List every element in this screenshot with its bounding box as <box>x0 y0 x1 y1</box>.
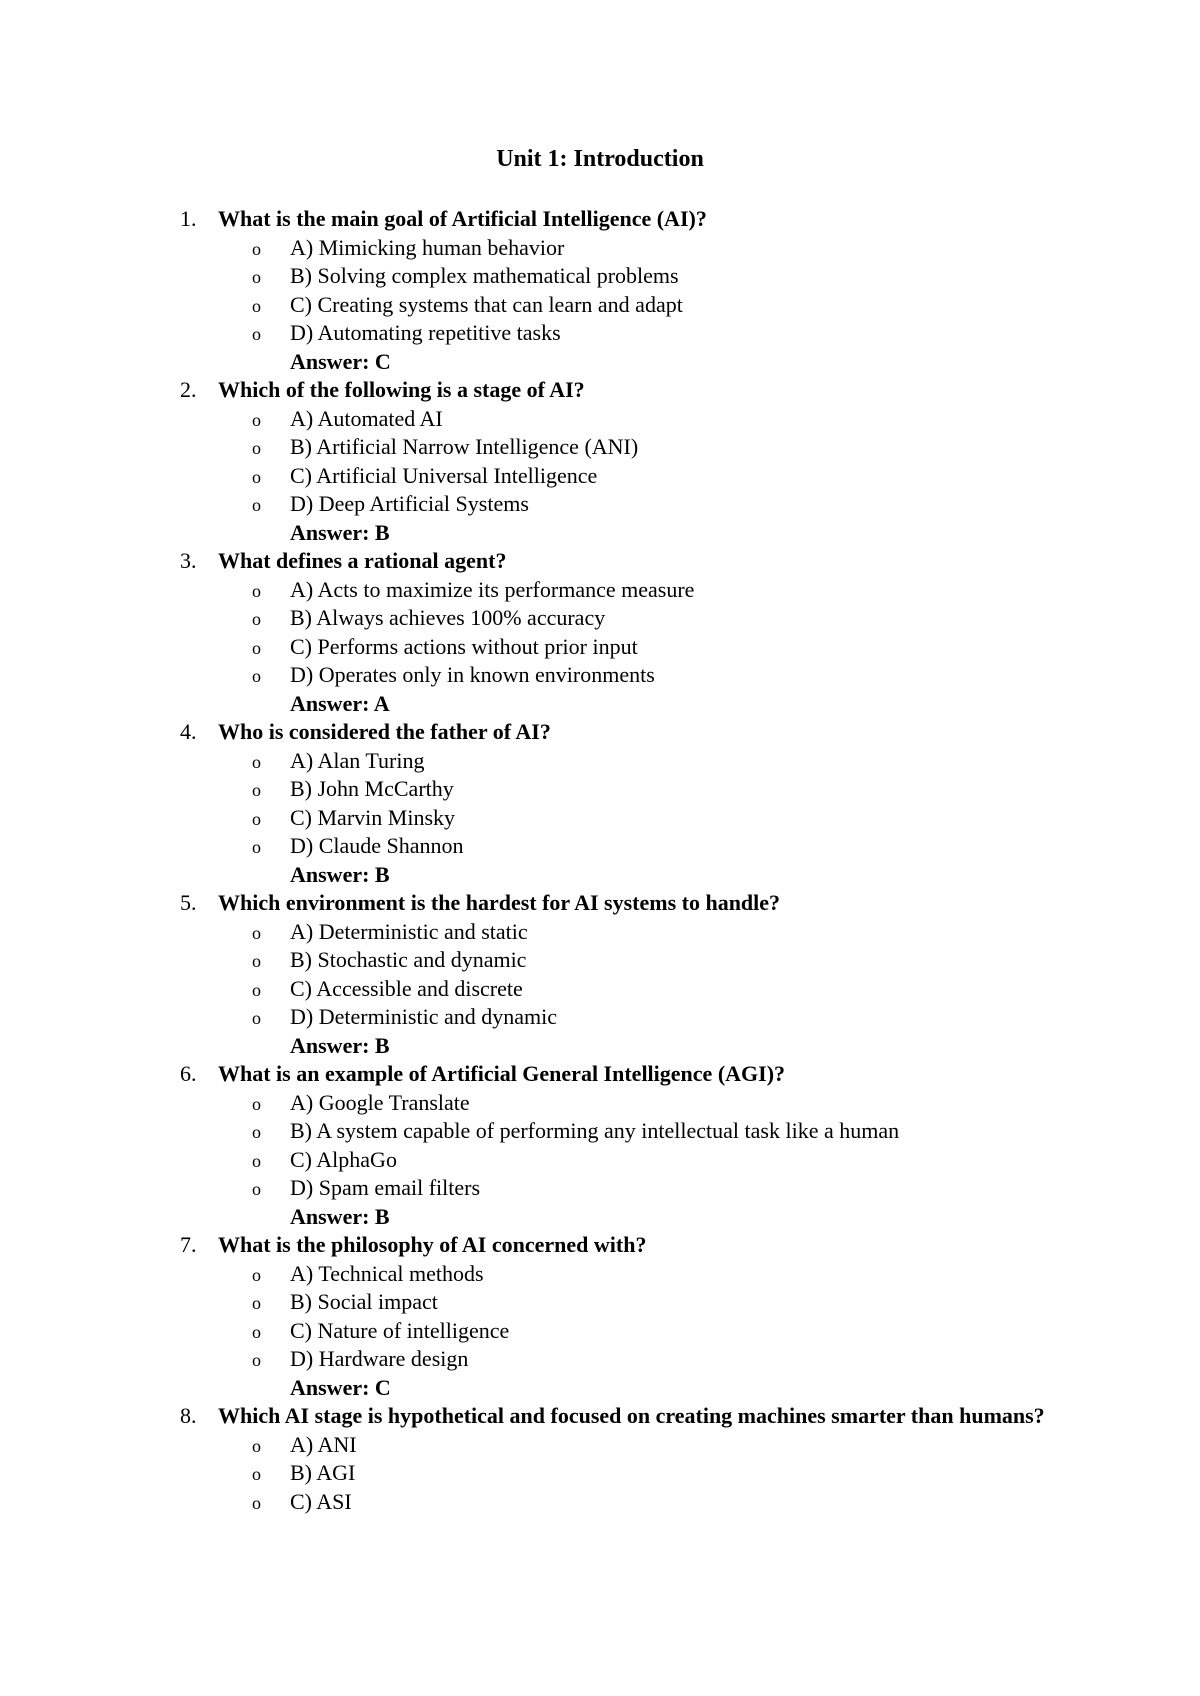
option-text: C) Accessible and discrete <box>290 975 523 1001</box>
hollow-bullet-icon: o <box>252 751 261 772</box>
question-number: 3. <box>180 548 197 573</box>
question-item <box>180 1231 1060 1402</box>
hollow-bullet-icon: o <box>252 1179 261 1199</box>
question-number: 5. <box>180 890 197 915</box>
hollow-bullet-icon: o <box>252 666 261 686</box>
option-list <box>218 576 1060 690</box>
hollow-bullet-icon: o <box>252 1008 261 1028</box>
option-text: B) Always achieves 100% accuracy <box>290 605 606 630</box>
question-text: Which environment is the hardest for AI systems to handle? <box>218 890 781 915</box>
option-text: B) Artificial Narrow Intelligence (ANI) <box>290 434 639 459</box>
option-item <box>218 1117 1060 1146</box>
option-item <box>218 633 1060 662</box>
hollow-bullet-icon: o <box>252 1350 261 1370</box>
option-text: C) AlphaGo <box>290 1146 397 1172</box>
option-text: D) Spam email filters <box>290 1175 481 1200</box>
option-item <box>218 1260 1060 1289</box>
page-title: Unit 1: Introduction <box>496 146 704 172</box>
hollow-bullet-icon: o <box>252 780 261 800</box>
option-text: B) Social impact <box>290 1289 438 1314</box>
hollow-bullet-icon: o <box>252 409 261 430</box>
option-text: D) Deterministic and dynamic <box>290 1004 557 1029</box>
option-item <box>218 576 1060 605</box>
option-text: B) Solving complex mathematical problems <box>290 263 679 288</box>
option-item <box>218 918 1060 947</box>
option-list <box>218 1089 1060 1203</box>
option-text: A) Deterministic and static <box>290 918 528 944</box>
option-item <box>218 1431 1060 1460</box>
hollow-bullet-icon: o <box>252 1293 261 1313</box>
hollow-bullet-icon: o <box>252 1150 261 1171</box>
hollow-bullet-icon: o <box>252 922 261 943</box>
option-item <box>218 661 1060 690</box>
question-item <box>180 376 1060 547</box>
option-item <box>218 490 1060 519</box>
option-text: B) A system capable of performing any intellectual task like a human <box>290 1118 900 1143</box>
option-text: C) Marvin Minsky <box>290 804 455 830</box>
option-item <box>218 804 1060 833</box>
answer-key: Answer: B <box>290 1032 390 1058</box>
option-text: A) Acts to maximize its performance measure <box>290 576 695 602</box>
question-number: 4. <box>180 719 197 744</box>
option-text: D) Deep Artificial Systems <box>290 491 529 516</box>
question-number: 2. <box>180 377 197 402</box>
question-text: Who is considered the father of AI? <box>218 719 551 744</box>
question-text: Which of the following is a stage of AI? <box>218 377 585 402</box>
answer-key: Answer: C <box>290 348 391 374</box>
option-item <box>218 1288 1060 1317</box>
hollow-bullet-icon: o <box>252 495 261 515</box>
hollow-bullet-icon: o <box>252 609 261 629</box>
option-item <box>218 1345 1060 1374</box>
option-item <box>218 1003 1060 1032</box>
option-text: D) Automating repetitive tasks <box>290 320 561 345</box>
answer-key: Answer: B <box>290 861 390 887</box>
hollow-bullet-icon: o <box>252 1093 261 1114</box>
hollow-bullet-icon: o <box>252 580 261 601</box>
option-item <box>218 747 1060 776</box>
option-text: D) Hardware design <box>290 1346 469 1371</box>
option-text: A) Technical methods <box>290 1260 484 1286</box>
option-item <box>218 1459 1060 1488</box>
option-text: A) Mimicking human behavior <box>290 234 565 260</box>
option-text: B) Stochastic and dynamic <box>290 947 527 972</box>
question-text: What is the main goal of Artificial Intelligence (AI)? <box>218 206 707 231</box>
option-text: C) Artificial Universal Intelligence <box>290 462 598 488</box>
hollow-bullet-icon: o <box>252 1464 261 1484</box>
option-text: B) AGI <box>290 1460 356 1485</box>
hollow-bullet-icon: o <box>252 1264 261 1285</box>
option-item <box>218 1146 1060 1175</box>
option-text: A) Automated AI <box>290 405 443 431</box>
option-text: C) ASI <box>290 1488 352 1514</box>
option-item <box>218 433 1060 462</box>
question-list <box>180 205 1060 1516</box>
option-text: C) Creating systems that can learn and adapt <box>290 291 683 317</box>
answer-key: Answer: C <box>290 1374 391 1400</box>
question-text: What is an example of Artificial General Intelligence (AGI)? <box>218 1061 786 1086</box>
hollow-bullet-icon: o <box>252 238 261 259</box>
option-item <box>218 1089 1060 1118</box>
option-text: B) John McCarthy <box>290 776 454 801</box>
option-list <box>218 747 1060 861</box>
question-text: What defines a rational agent? <box>218 548 507 573</box>
question-number: 7. <box>180 1232 197 1257</box>
question-item <box>180 1060 1060 1231</box>
hollow-bullet-icon: o <box>252 1492 261 1513</box>
option-item <box>218 319 1060 348</box>
option-item <box>218 604 1060 633</box>
hollow-bullet-icon: o <box>252 1435 261 1456</box>
hollow-bullet-icon: o <box>252 267 261 287</box>
option-list <box>218 1431 1060 1517</box>
question-number: 6. <box>180 1061 197 1086</box>
question-text: Which AI stage is hypothetical and focused on creating machines smarter than humans? <box>218 1403 1045 1428</box>
hollow-bullet-icon: o <box>252 808 261 829</box>
option-item <box>218 1488 1060 1517</box>
hollow-bullet-icon: o <box>252 466 261 487</box>
option-list <box>218 234 1060 348</box>
option-text: C) Nature of intelligence <box>290 1317 510 1343</box>
option-item <box>218 462 1060 491</box>
question-item <box>180 205 1060 376</box>
option-text: D) Operates only in known environments <box>290 662 655 687</box>
question-item <box>180 547 1060 718</box>
option-text: C) Performs actions without prior input <box>290 633 638 659</box>
hollow-bullet-icon: o <box>252 295 261 316</box>
option-item <box>218 946 1060 975</box>
option-item <box>218 832 1060 861</box>
question-text: What is the philosophy of AI concerned with? <box>218 1232 647 1257</box>
option-text: A) Google Translate <box>290 1089 470 1115</box>
hollow-bullet-icon: o <box>252 324 261 344</box>
hollow-bullet-icon: o <box>252 438 261 458</box>
option-item <box>218 405 1060 434</box>
option-item <box>218 775 1060 804</box>
option-item <box>218 234 1060 263</box>
option-item <box>218 1317 1060 1346</box>
option-item <box>218 262 1060 291</box>
hollow-bullet-icon: o <box>252 637 261 658</box>
question-number: 8. <box>180 1403 197 1428</box>
question-number: 1. <box>180 206 197 231</box>
answer-key: Answer: B <box>290 1203 390 1229</box>
option-item <box>218 291 1060 320</box>
question-item <box>180 718 1060 889</box>
hollow-bullet-icon: o <box>252 1321 261 1342</box>
option-list <box>218 405 1060 519</box>
option-text: A) Alan Turing <box>290 747 425 773</box>
option-text: A) ANI <box>290 1431 357 1457</box>
hollow-bullet-icon: o <box>252 951 261 971</box>
question-item <box>180 1402 1060 1516</box>
option-list <box>218 1260 1060 1374</box>
option-item <box>218 975 1060 1004</box>
answer-key: Answer: A <box>290 690 390 716</box>
answer-key: Answer: B <box>290 519 390 545</box>
option-list <box>218 918 1060 1032</box>
hollow-bullet-icon: o <box>252 979 261 1000</box>
question-item <box>180 889 1060 1060</box>
hollow-bullet-icon: o <box>252 837 261 857</box>
hollow-bullet-icon: o <box>252 1122 261 1142</box>
option-item <box>218 1174 1060 1203</box>
option-text: D) Claude Shannon <box>290 833 464 858</box>
